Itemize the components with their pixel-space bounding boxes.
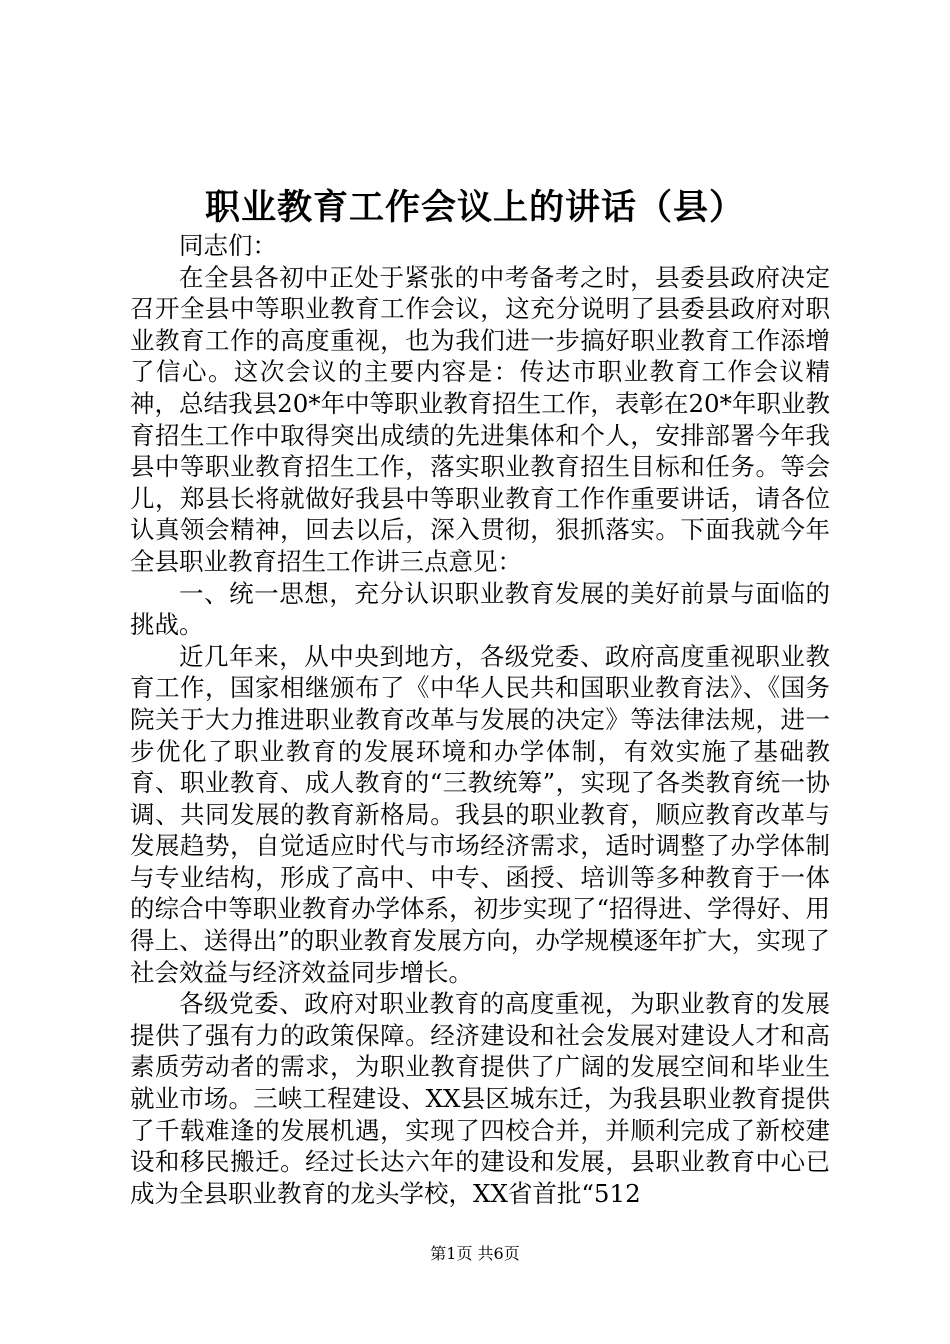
body-paragraph: 近几年来，从中央到地方，各级党委、政府高度重视职业教育工作，国家相继颁布了《中华人民共和国职业教育法》、《国务院关于大力推进职业教育改革与发展的决定》等法律法规，进一步优化了职业教育的发展环境和办学体制，有效实施了基础教育、职业教育、成人教育的“三教统筹”，实现了各类教育统一协调、共同发展的教育新格局。我县的职业教育，顺应教育改革与发展趋势，自觉适应时代与市场经济需求，适时调整了办学体制与专业结构，形成了高中、中专、函授、培训等多种教育于一体的综合中等职业教育办学体系，初步实现了“招得进、学得好、用得上、送得出”的职业教育发展方向，办学规模逐年扩大，实现了社会效益与经济效益同步增长。: [130, 641, 830, 987]
intro-paragraph: 在全县各初中正处于紧张的中考备考之时，县委县政府决定召开全县中等职业教育工作会议，这充分说明了县委县政府对职业教育工作的高度重视，也为我们进一步搞好职业教育工作添增了信心。这次会议的主要内容是：传达市职业教育工作会议精神，总结我县20*年中等职业教育招生工作，表彰在20*年职业教育招生工作中取得突出成绩的先进集体和个人，安排部署今年我县中等职业教育招生工作，落实职业教育招生目标和任务。等会儿，郑县长将就做好我县中等职业教育工作作重要讲话，请各位认真领会精神，回去以后，深入贯彻，狠抓落实。下面我就今年全县职业教育招生工作讲三点意见：: [130, 262, 830, 576]
document-body: [130, 230, 830, 1209]
section-heading-paragraph: 一、统一思想，充分认识职业教育发展的美好前景与面临的挑战。: [130, 578, 830, 640]
salutation-paragraph: 同志们：: [179, 231, 277, 260]
body-paragraph: 各级党委、政府对职业教育的高度重视，为职业教育的发展提供了强有力的政策保障。经济建设和社会发展对建设人才和高素质劳动者的需求，为职业教育提供了广阔的发展空间和毕业生就业市场。三峡工程建设、XX县区城东迁，为我县职业教育提供了千载难逢的发展机遇，实现了四校合并，并顺利完成了新校建设和移民搬迁。经过长达六年的建设和发展，县职业教育中心已成为全县职业教育的龙头学校，XX省首批“512: [130, 989, 830, 1208]
document-title: 职业教育工作会议上的讲话（县）: [204, 187, 745, 228]
page-number-footer: 第1页 共6页: [430, 1244, 520, 1263]
